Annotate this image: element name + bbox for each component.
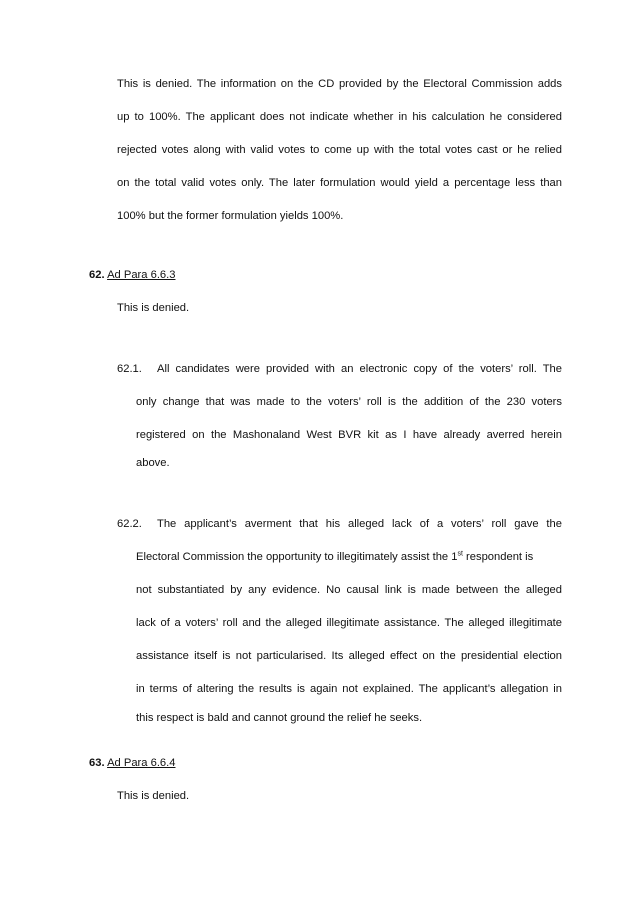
sub-62-1-line-1: All candidates were provided with an electronic copy of the voters’ roll. The [157, 363, 562, 375]
sub-62-2-line-5: assistance itself is not particularised. Its alleged effect on the presidential election [136, 650, 562, 662]
para-62-text: This is denied. [117, 302, 190, 314]
para-62-number: 62. [89, 269, 105, 281]
sub-62-1-line-2: only change that was made to the voters’ roll is the addition of the 230 voters [136, 396, 562, 408]
para-63-title: Ad Para 6.6.4 [107, 757, 176, 769]
sub-62-2-line-1: The applicant’s averment that his alleged lack of a voters’ roll gave the [157, 518, 562, 530]
para-62-title: Ad Para 6.6.3 [107, 269, 176, 281]
para-62-heading [89, 268, 175, 282]
para-63-number: 63. [89, 757, 105, 769]
sub-62-2-line-2-part-2: respondent is [462, 551, 534, 563]
sub-62-2-line-7: this respect is bald and cannot ground the relief he seeks. [136, 712, 423, 724]
sub-62-1-number: 62.1. [117, 363, 142, 375]
sub-62-2-line-2-part-1: Electoral Commission the opportunity to illegitimately assist the 1 [136, 551, 458, 563]
sub-62-2-line-6: in terms of altering the results is again not explained. The applicant’s allegation in [136, 683, 562, 695]
intro-line-5: 100% but the former formulation yields 100%. [117, 210, 344, 222]
para-63-heading [89, 756, 175, 770]
sub-62-1-line-4: above. [136, 457, 170, 469]
intro-line-3: rejected votes along with valid votes to come up with the total votes cast or he relied [117, 144, 562, 156]
para-63-text: This is denied. [117, 790, 190, 802]
sub-62-2-line-3: not substantiated by any evidence. No causal link is made between the alleged [136, 584, 562, 596]
ordinal-suffix: st [457, 550, 463, 558]
sub-62-2-line-4: lack of a voters’ roll and the alleged illegitimate assistance. The alleged illegitimate [136, 617, 562, 629]
sub-62-1-line-3: registered on the Mashonaland West BVR kit as I have already averred herein [136, 429, 562, 441]
intro-line-4: on the total valid votes only. The later formulation would yield a percentage less than [117, 177, 562, 189]
intro-line-1: This is denied. The information on the CD provided by the Electoral Commission adds [117, 78, 562, 90]
intro-line-2: up to 100%. The applicant does not indicate whether in his calculation he considered [117, 111, 562, 123]
sub-62-2-line-2 [136, 550, 533, 564]
sub-62-2-number: 62.2. [117, 518, 142, 530]
